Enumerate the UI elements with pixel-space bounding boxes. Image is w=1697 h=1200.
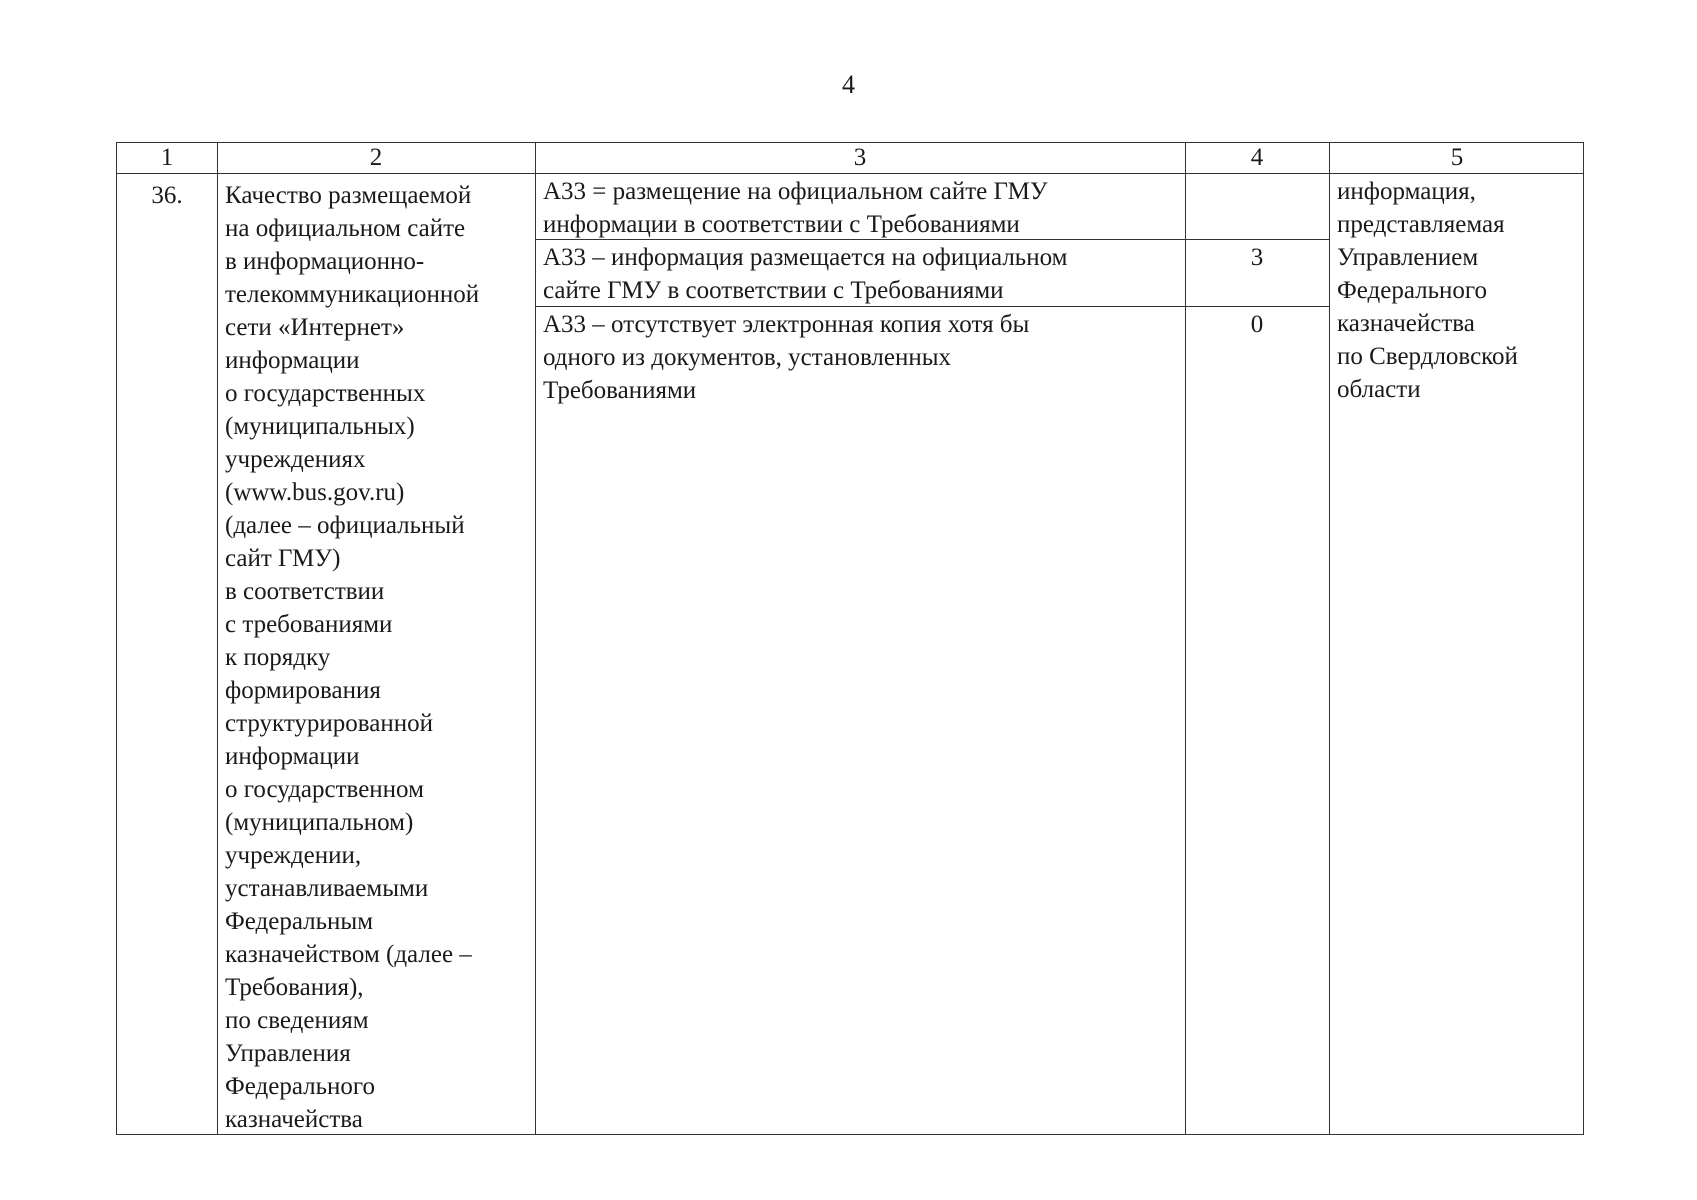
header-col-3: 3 (853, 144, 867, 171)
criteria-text-1: А33 = размещение на официальном сайте ГМУ информации в соответствии с Требованиями (543, 178, 1048, 238)
row-number: 36. (151, 182, 183, 209)
header-col-5: 5 (1450, 144, 1464, 171)
header-divider (117, 173, 1583, 174)
column-divider-2 (535, 143, 536, 1134)
header-col-1: 1 (160, 144, 174, 171)
column-divider-3 (1185, 143, 1186, 1134)
criteria-score-3: 0 (1250, 311, 1264, 338)
column-divider-1 (217, 143, 218, 1134)
criteria-text-2: А33 – информация размещается на официальном сайте ГМУ в соответствии с Требованиями (543, 244, 1068, 304)
column-divider-4 (1329, 143, 1330, 1134)
criteria-text-3: А33 – отсутствует электронная копия хотя бы одного из документов, установленных Требованиями (543, 311, 1030, 404)
indicator-description: Качество размещаемой на официальном сайте в информационно- телекоммуникационной сети «Интернет» информации о государственных (муниципальных) учреждениях (www.bus.gov.ru) (далее – официальный сайт ГМУ) в соответствии с требованиями к порядку формирования структурированной информации о государственном (муниципальном) учреждении, устанавливаемыми Федеральным казначейством (далее – Требования), по сведениям Управления Федерального казначейства (225, 182, 480, 1133)
criteria-score-2: 3 (1250, 244, 1264, 271)
information-source: информация, представляемая Управлением Федерального казначейства по Свердловской области (1337, 178, 1518, 403)
criteria-table (116, 142, 1584, 1135)
header-col-2: 2 (369, 144, 383, 171)
header-col-4: 4 (1250, 144, 1264, 171)
page-number: 4 (842, 70, 855, 99)
